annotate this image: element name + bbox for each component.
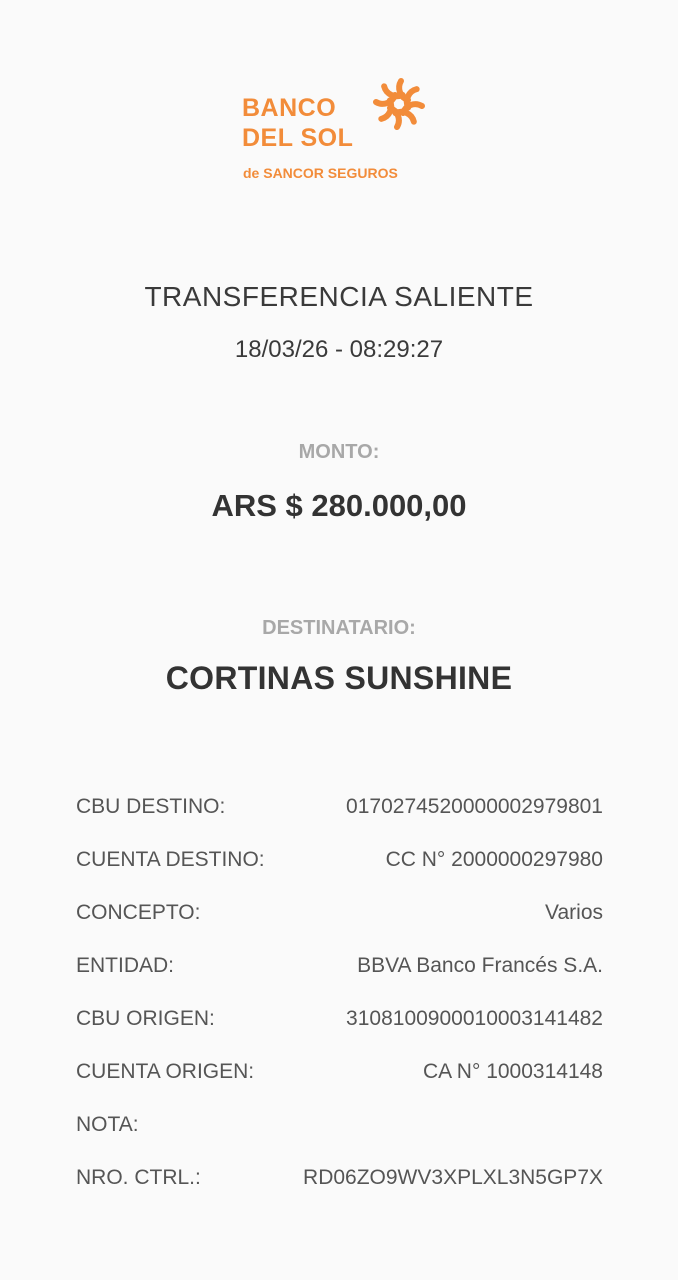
- logo-text-del-sol: DEL SOL: [242, 124, 354, 152]
- sun-icon: [365, 70, 433, 138]
- detail-label: CBU ORIGEN:: [76, 1007, 215, 1030]
- detail-label: CONCEPTO:: [76, 901, 201, 924]
- detail-row-cuenta-destino: [76, 848, 603, 901]
- detail-value: Varios: [545, 901, 603, 924]
- logo-text-sancor: de SANCOR SEGUROS: [243, 165, 398, 181]
- transfer-details: [76, 795, 603, 1219]
- recipient-label: DESTINATARIO:: [262, 617, 416, 639]
- detail-row-cbu-origen: [76, 1007, 603, 1060]
- detail-value: CC N° 2000000297980: [385, 848, 603, 871]
- amount-value: ARS $ 280.000,00: [211, 488, 467, 523]
- detail-label: CBU DESTINO:: [76, 795, 226, 818]
- bank-logo: [242, 68, 442, 188]
- page-title: TRANSFERENCIA SALIENTE: [144, 281, 534, 312]
- detail-value: CA N° 1000314148: [422, 1060, 603, 1083]
- detail-label: NOTA:: [76, 1113, 139, 1136]
- detail-row-nro-ctrl: [76, 1166, 603, 1219]
- detail-row-entidad: [76, 954, 603, 1007]
- detail-label: CUENTA DESTINO:: [76, 848, 265, 871]
- detail-value: RD06ZO9WV3XPLXL3N5GP7X: [303, 1166, 603, 1189]
- detail-label: CUENTA ORIGEN:: [76, 1060, 255, 1083]
- recipient-name: CORTINAS SUNSHINE: [165, 660, 513, 696]
- detail-row-nota: [76, 1113, 603, 1166]
- detail-row-concepto: [76, 901, 603, 954]
- detail-row-cuenta-origen: [76, 1060, 603, 1113]
- amount-label: MONTO:: [298, 441, 380, 463]
- logo-text-banco: BANCO: [242, 94, 337, 122]
- detail-value: 3108100900010003141482: [346, 1007, 603, 1030]
- detail-label: NRO. CTRL.:: [76, 1166, 201, 1189]
- detail-row-cbu-destino: [76, 795, 603, 848]
- transfer-datetime: 18/03/26 - 08:29:27: [234, 336, 444, 363]
- detail-label: ENTIDAD:: [76, 954, 175, 977]
- detail-value: 0170274520000002979801: [346, 795, 603, 818]
- detail-value: BBVA Banco Francés S.A.: [357, 954, 603, 977]
